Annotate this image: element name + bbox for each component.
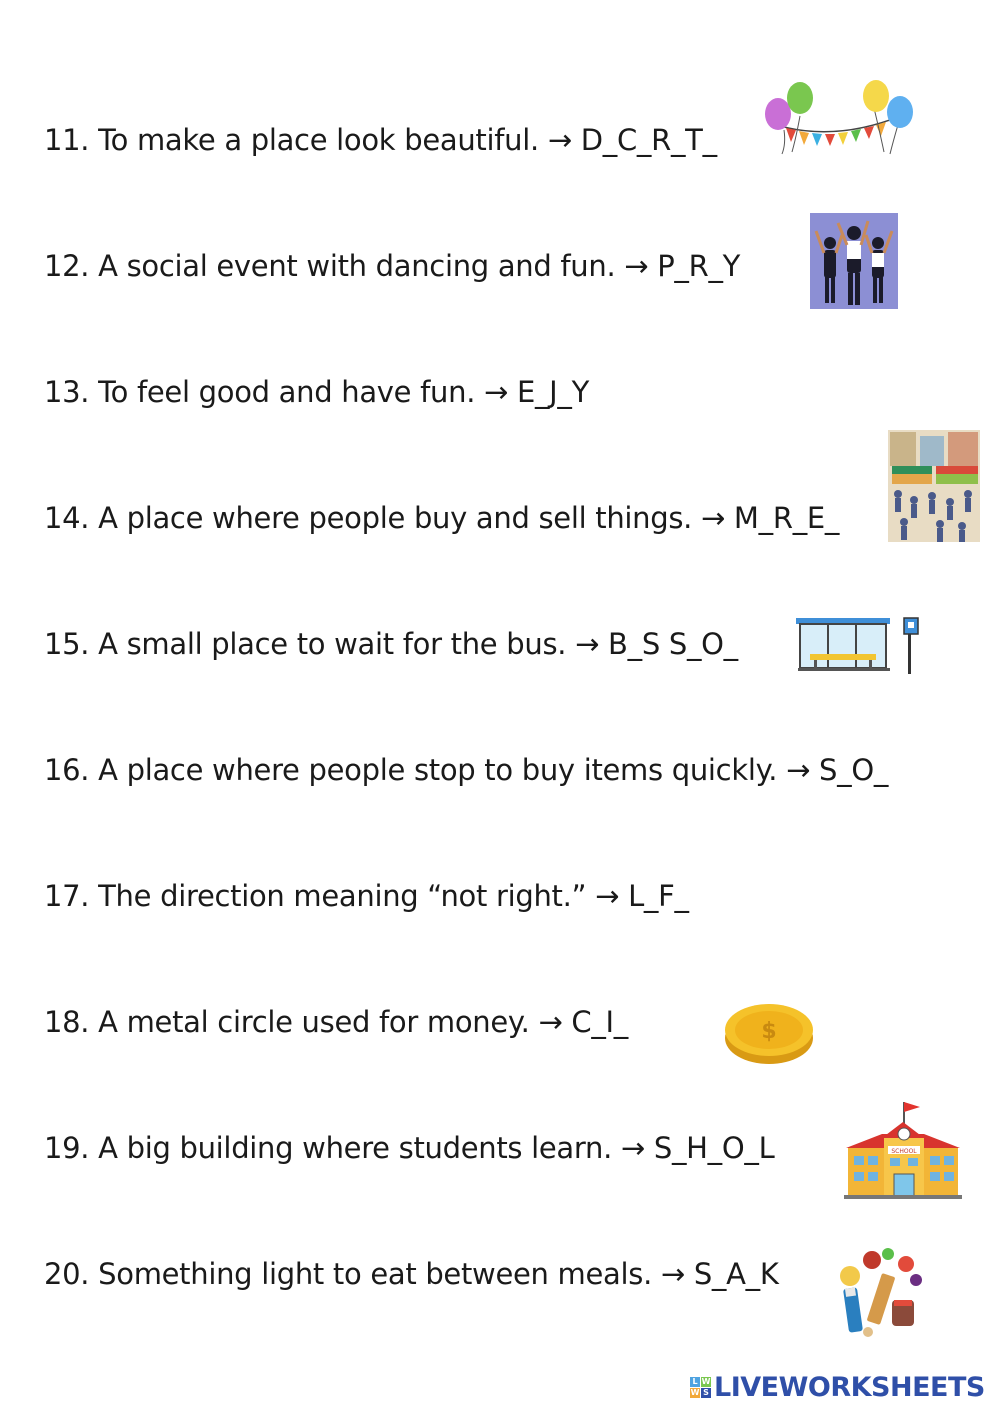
school-building-icon <box>842 1098 964 1200</box>
coin-symbol: $ <box>761 1019 777 1044</box>
bus-stop-icon <box>792 614 932 676</box>
question-20: 20. Something light to eat between meals. → S_A_K <box>44 1257 779 1291</box>
coin-icon <box>722 998 816 1066</box>
question-11: 11. To make a place look beautiful. → D_C_R_T_ <box>44 123 717 157</box>
question-16: 16. A place where people stop to buy items quickly. → S_O_ <box>44 753 889 787</box>
school-sign: SCHOOL <box>891 1148 917 1155</box>
question-15: 15. A small place to wait for the bus. → B_S S_O_ <box>44 627 738 661</box>
liveworksheets-mark-icon: L W W S <box>690 1377 711 1397</box>
question-14: 14. A place where people buy and sell things. → M_R_E_ <box>44 501 840 535</box>
dancing-people-icon <box>810 213 898 309</box>
snacks-icon <box>832 1244 926 1340</box>
liveworksheets-logo <box>690 1372 985 1403</box>
question-18: 18. A metal circle used for money. → C_I_ <box>44 1005 628 1039</box>
question-12: 12. A social event with dancing and fun. → P_R_Y <box>44 249 741 283</box>
balloons-bunting-icon <box>762 78 914 158</box>
question-17: 17. The direction meaning “not right.” → L_F_ <box>44 879 689 913</box>
market-crowd-icon <box>888 430 980 542</box>
liveworksheets-brand-text: LIVEWORKSHEETS <box>714 1372 985 1403</box>
question-13: 13. To feel good and have fun. → E_J_Y <box>44 375 590 409</box>
question-19: 19. A big building where students learn. → S_H_O_L <box>44 1131 775 1165</box>
